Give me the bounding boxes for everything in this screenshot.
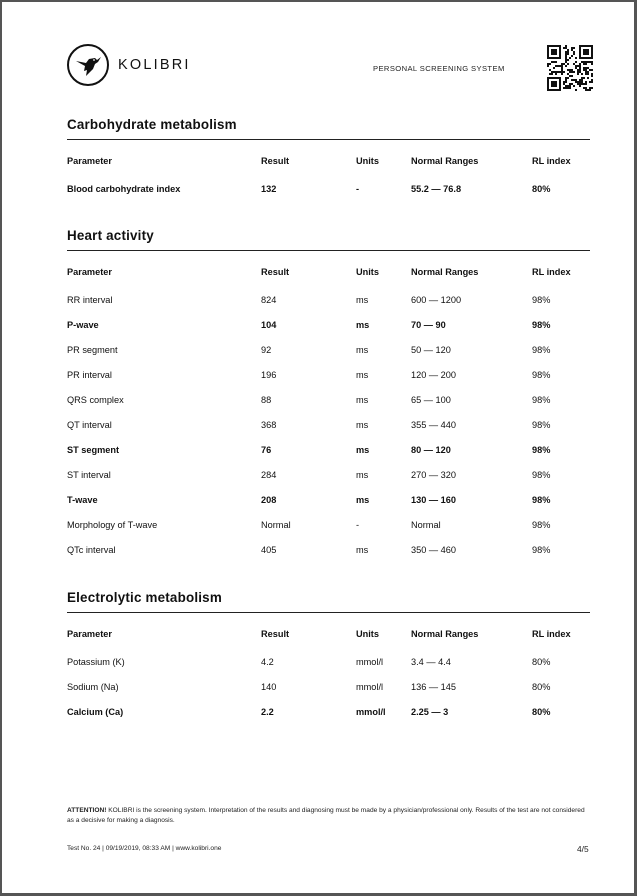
- cell-range: 70 — 90: [411, 320, 446, 330]
- section-1: [67, 228, 590, 570]
- cell-rl: 80%: [532, 707, 551, 717]
- cell-parameter: P-wave: [67, 320, 99, 330]
- attention-note: [67, 806, 592, 826]
- cell-result: 208: [261, 495, 277, 505]
- cell-rl: 98%: [532, 320, 551, 330]
- cell-rl: 98%: [532, 520, 551, 530]
- cell-range: Normal: [411, 520, 441, 530]
- cell-rl: 80%: [532, 682, 551, 692]
- table-row: [67, 395, 590, 420]
- cell-rl: 98%: [532, 295, 551, 305]
- cell-rl: 98%: [532, 345, 551, 355]
- cell-result: 104: [261, 320, 277, 330]
- cell-units: mmol/l: [356, 657, 384, 667]
- column-header-result: Result: [261, 629, 290, 639]
- section-divider: [67, 250, 590, 251]
- column-header-parameter: Parameter: [67, 267, 112, 277]
- attention-label: ATTENTION!: [67, 807, 107, 814]
- table-header: [67, 267, 590, 292]
- cell-units: mmol/l: [356, 682, 384, 692]
- cell-parameter: QT interval: [67, 420, 112, 430]
- cell-units: ms: [356, 320, 370, 330]
- cell-range: 136 — 145: [411, 682, 456, 692]
- cell-range: 50 — 120: [411, 345, 451, 355]
- cell-parameter: Morphology of T-wave: [67, 520, 158, 530]
- table-row: [67, 320, 590, 345]
- hummingbird-icon: [67, 44, 109, 86]
- cell-parameter: T-wave: [67, 495, 98, 505]
- column-header-units: Units: [356, 267, 379, 277]
- cell-result: 140: [261, 682, 277, 692]
- cell-parameter: ST interval: [67, 470, 111, 480]
- cell-range: 355 — 440: [411, 420, 456, 430]
- cell-rl: 98%: [532, 370, 551, 380]
- section-title: Carbohydrate metabolism: [67, 117, 237, 132]
- cell-range: 65 — 100: [411, 395, 451, 405]
- table-row: [67, 295, 590, 320]
- cell-result: 824: [261, 295, 277, 305]
- cell-parameter: QTc interval: [67, 545, 116, 555]
- cell-result: 2.2: [261, 707, 274, 717]
- column-header-rl-index: RL index: [532, 267, 571, 277]
- table-row: [67, 370, 590, 395]
- section-title: Heart activity: [67, 228, 154, 243]
- table-row: [67, 520, 590, 545]
- cell-result: 88: [261, 395, 272, 405]
- cell-rl: 98%: [532, 545, 551, 555]
- cell-units: ms: [356, 370, 369, 380]
- table-row: [67, 495, 590, 520]
- table-row: [67, 445, 590, 470]
- cell-result: 76: [261, 445, 272, 455]
- brand-name: KOLIBRI: [118, 57, 191, 73]
- cell-rl: 98%: [532, 470, 551, 480]
- system-title: PERSONAL SCREENING SYSTEM: [373, 64, 505, 73]
- cell-range: 80 — 120: [411, 445, 451, 455]
- attention-text: KOLIBRI is the screening system. Interpretation of the results and diagnosing must be made by a physician/professional only. Results of the test are not considered as a decisive for making a diagnosis.: [67, 807, 585, 824]
- cell-rl: 80%: [532, 657, 551, 667]
- cell-units: ms: [356, 395, 369, 405]
- cell-range: 3.4 — 4.4: [411, 657, 451, 667]
- section-divider: [67, 612, 590, 613]
- cell-range: 350 — 460: [411, 545, 456, 555]
- cell-parameter: PR segment: [67, 345, 118, 355]
- cell-range: 55.2 — 76.8: [411, 184, 462, 194]
- section-title: Electrolytic metabolism: [67, 590, 222, 605]
- column-header-units: Units: [356, 629, 379, 639]
- section-2: [67, 590, 590, 732]
- cell-units: -: [356, 520, 360, 530]
- cell-result: 368: [261, 420, 277, 430]
- column-header-normal-ranges: Normal Ranges: [411, 267, 479, 277]
- cell-range: 120 — 200: [411, 370, 456, 380]
- cell-result: 132: [261, 184, 277, 194]
- column-header-normal-ranges: Normal Ranges: [411, 156, 479, 166]
- cell-parameter: Sodium (Na): [67, 682, 119, 692]
- cell-units: -: [356, 184, 360, 194]
- cell-units: ms: [356, 545, 369, 555]
- cell-rl: 98%: [532, 445, 551, 455]
- table-row: [67, 470, 590, 495]
- cell-parameter: Potassium (K): [67, 657, 125, 667]
- cell-range: 600 — 1200: [411, 295, 462, 305]
- table-row: [67, 184, 590, 209]
- section-0: [67, 117, 590, 209]
- cell-rl: 98%: [532, 420, 551, 430]
- cell-result: Normal: [261, 520, 291, 530]
- page-number: 4/5: [577, 844, 589, 854]
- cell-units: mmol/l: [356, 707, 386, 717]
- section-divider: [67, 139, 590, 140]
- column-header-rl-index: RL index: [532, 156, 571, 166]
- cell-units: ms: [356, 420, 369, 430]
- cell-parameter: Blood carbohydrate index: [67, 184, 181, 194]
- column-header-result: Result: [261, 156, 290, 166]
- cell-parameter: PR interval: [67, 370, 112, 380]
- column-header-result: Result: [261, 267, 290, 277]
- cell-units: ms: [356, 295, 369, 305]
- qr-code-icon: [547, 45, 593, 91]
- column-header-rl-index: RL index: [532, 629, 571, 639]
- cell-parameter: QRS complex: [67, 395, 124, 405]
- cell-result: 284: [261, 470, 277, 480]
- cell-units: ms: [356, 470, 369, 480]
- cell-units: ms: [356, 495, 370, 505]
- cell-rl: 98%: [532, 395, 551, 405]
- brand-logo: [67, 44, 191, 86]
- cell-result: 196: [261, 370, 277, 380]
- cell-parameter: Calcium (Ca): [67, 707, 124, 717]
- column-header-parameter: Parameter: [67, 156, 112, 166]
- cell-range: 2.25 — 3: [411, 707, 449, 717]
- table-row: [67, 682, 590, 707]
- column-header-normal-ranges: Normal Ranges: [411, 629, 479, 639]
- test-meta: Test No. 24 | 09/19/2019, 08:33 AM | www.kolibri.one: [67, 845, 222, 852]
- table-row: [67, 420, 590, 445]
- cell-parameter: RR interval: [67, 295, 113, 305]
- cell-rl: 80%: [532, 184, 551, 194]
- column-header-parameter: Parameter: [67, 629, 112, 639]
- cell-range: 130 — 160: [411, 495, 456, 505]
- cell-parameter: ST segment: [67, 445, 120, 455]
- table-row: [67, 707, 590, 732]
- cell-units: ms: [356, 345, 369, 355]
- table-row: [67, 345, 590, 370]
- cell-range: 270 — 320: [411, 470, 456, 480]
- column-header-units: Units: [356, 156, 379, 166]
- table-row: [67, 545, 590, 570]
- cell-rl: 98%: [532, 495, 551, 505]
- table-header: [67, 629, 590, 654]
- table-header: [67, 156, 590, 181]
- cell-result: 4.2: [261, 657, 274, 667]
- table-row: [67, 657, 590, 682]
- cell-result: 92: [261, 345, 272, 355]
- cell-units: ms: [356, 445, 370, 455]
- cell-result: 405: [261, 545, 277, 555]
